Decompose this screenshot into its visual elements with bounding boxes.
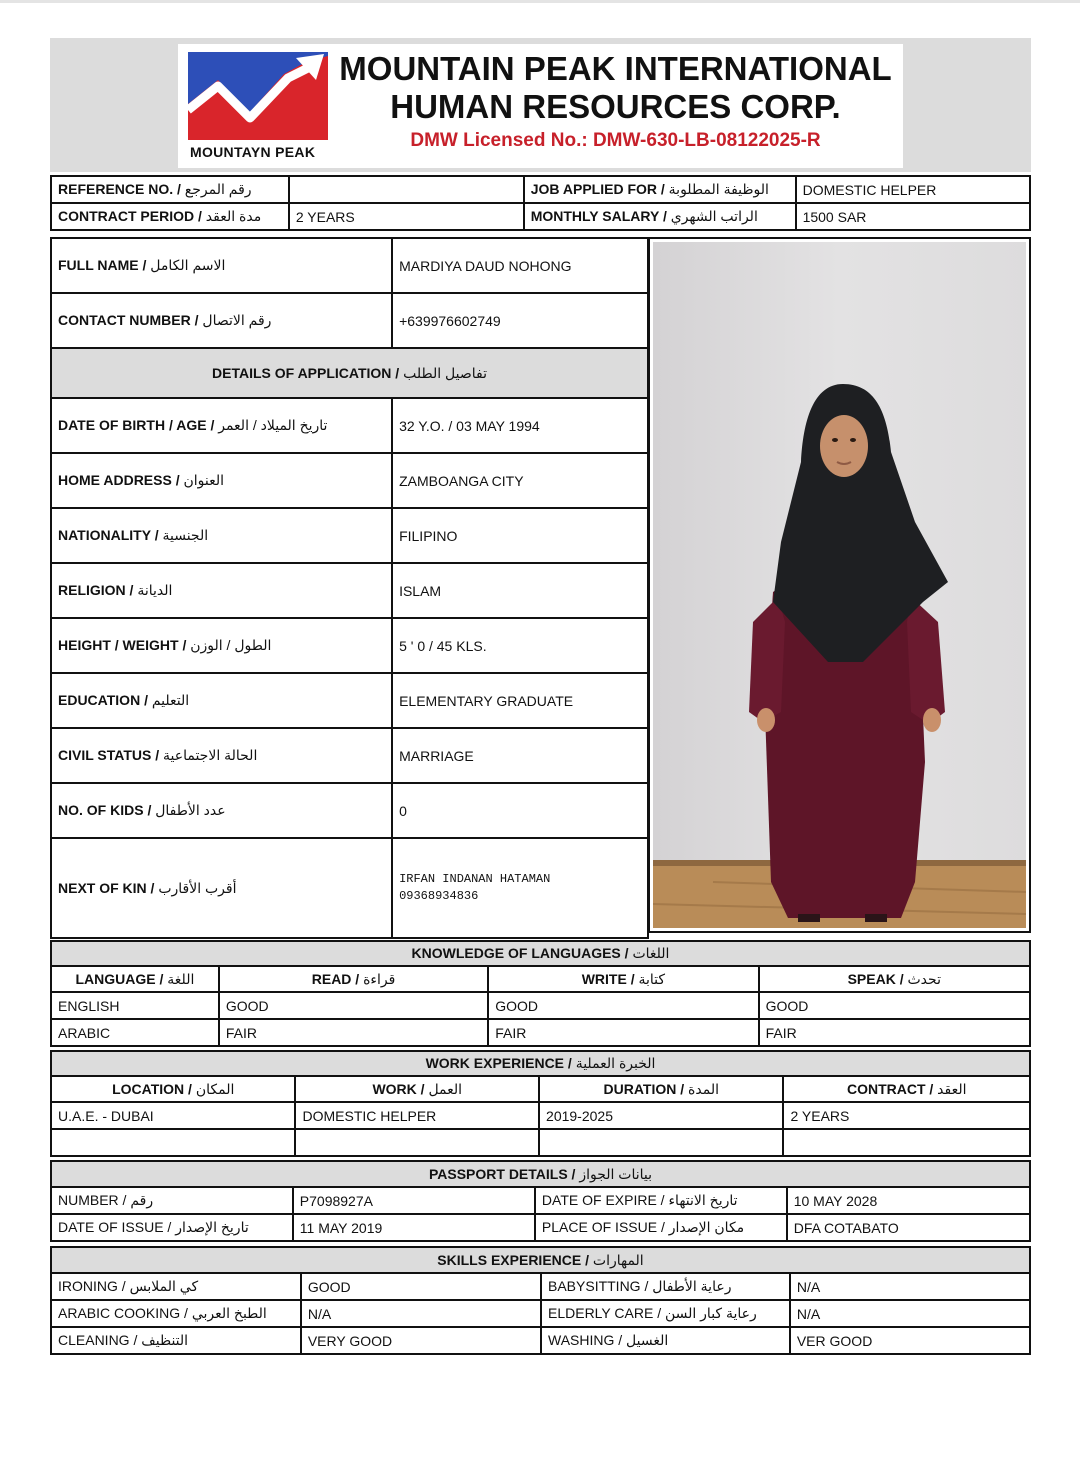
issue-date-value: 11 MAY 2019	[293, 1214, 535, 1241]
skill-value: VERY GOOD	[301, 1327, 541, 1354]
passport-header: PASSPORT DETAILS / بيانات الجواز	[51, 1161, 1030, 1187]
address-label: HOME ADDRESS / العنوان	[51, 453, 392, 508]
top-info-table	[50, 175, 1031, 231]
passport-number-label: NUMBER / رقم	[51, 1187, 293, 1214]
civil-status-value: MARRIAGE	[392, 728, 648, 783]
education-label: EDUCATION / التعليم	[51, 673, 392, 728]
company-banner	[178, 44, 903, 168]
contact-value: +639976602749	[392, 293, 648, 348]
table-row	[51, 1300, 1030, 1327]
skill-label: BABYSITTING / رعاية الأطفال	[541, 1273, 790, 1300]
table-row	[51, 1102, 1030, 1129]
place-of-issue-value: DFA COTABATO	[787, 1214, 1030, 1241]
work-duration	[539, 1129, 783, 1156]
reference-value	[289, 176, 524, 203]
read-level: GOOD	[219, 992, 488, 1019]
nationality-label: NATIONALITY / الجنسية	[51, 508, 392, 563]
religion-label: RELIGION / الديانة	[51, 563, 392, 618]
col-language: LANGUAGE / اللغة	[51, 966, 219, 992]
table-row	[51, 1129, 1030, 1156]
issue-date-label: DATE OF ISSUE / تاريخ الإصدار	[51, 1214, 293, 1241]
religion-value: ISLAM	[392, 563, 648, 618]
expire-label: DATE OF EXPIRE / تاريخ الانتهاء	[535, 1187, 787, 1214]
languages-header: KNOWLEDGE OF LANGUAGES / اللغات	[51, 941, 1030, 966]
header	[50, 38, 1031, 172]
contract-value: 2 YEARS	[289, 203, 524, 230]
address-value: ZAMBOANGA CITY	[392, 453, 648, 508]
work-experience-table	[50, 1050, 1031, 1157]
mountain-peak-logo-icon	[188, 52, 328, 140]
work-contract: 2 YEARS	[783, 1102, 1030, 1129]
languages-table	[50, 940, 1031, 1047]
col-write: WRITE / كتابة	[488, 966, 758, 992]
salary-value: 1500 SAR	[796, 203, 1030, 230]
skill-value: N/A	[790, 1273, 1030, 1300]
skills-table	[50, 1246, 1031, 1355]
col-speak: SPEAK / تحدث	[759, 966, 1030, 992]
speak-level: FAIR	[759, 1019, 1030, 1046]
height-weight-label: HEIGHT / WEIGHT / الطول / الوزن	[51, 618, 392, 673]
contract-label-cell: CONTRACT PERIOD / مدة العقد	[51, 203, 289, 230]
skill-value: N/A	[790, 1300, 1030, 1327]
page-top-rule	[0, 0, 1080, 3]
dob-value: 32 Y.O. / 03 MAY 1994	[392, 398, 648, 453]
table-row	[51, 1327, 1030, 1354]
expire-value: 10 MAY 2028	[787, 1187, 1030, 1214]
applicant-photo-frame	[648, 237, 1031, 933]
company-name-line2: HUMAN RESOURCES CORP.	[390, 88, 841, 125]
work-type: DOMESTIC HELPER	[295, 1102, 539, 1129]
company-name-line1: MOUNTAIN PEAK INTERNATIONAL	[339, 50, 892, 87]
skill-label: CLEANING / التنظيف	[51, 1327, 301, 1354]
col-duration: DURATION / المدة	[539, 1076, 783, 1102]
language-name: ENGLISH	[51, 992, 219, 1019]
salary-label-cell: MONTHLY SALARY / الراتب الشهري	[524, 203, 796, 230]
education-value: ELEMENTARY GRADUATE	[392, 673, 648, 728]
work-duration: 2019-2025	[539, 1102, 783, 1129]
logo-text: MOUNTAYN PEAK	[190, 144, 316, 160]
applicant-photo	[653, 242, 1026, 928]
height-weight-value: 5 ' 0 / 45 KLS.	[392, 618, 648, 673]
kin-name: IRFAN INDANAN HATAMAN	[399, 872, 551, 886]
kids-value: 0	[392, 783, 648, 838]
work-experience-header: WORK EXPERIENCE / الخبرة العملية	[51, 1051, 1030, 1076]
passport-number-value: P7098927A	[293, 1187, 535, 1214]
skill-label: ELDERLY CARE / رعاية كبار السن	[541, 1300, 790, 1327]
skills-header: SKILLS EXPERIENCE / المهارات	[51, 1247, 1030, 1273]
kids-label: NO. OF KIDS / عدد الأطفال	[51, 783, 392, 838]
details-of-application-header: DETAILS OF APPLICATION / تفاصيل الطلب	[51, 348, 648, 398]
speak-level: GOOD	[759, 992, 1030, 1019]
col-read: READ / قراءة	[219, 966, 488, 992]
work-location: U.A.E. - DUBAI	[51, 1102, 295, 1129]
reference-label-cell: REFERENCE NO. / رقم المرجع	[51, 176, 289, 203]
work-type	[295, 1129, 539, 1156]
col-location: LOCATION / المكان	[51, 1076, 295, 1102]
table-row	[51, 1019, 1030, 1046]
skill-label: IRONING / كي الملابس	[51, 1273, 301, 1300]
table-row	[51, 1273, 1030, 1300]
table-row	[51, 992, 1030, 1019]
civil-status-label: CIVIL STATUS / الحالة الاجتماعية	[51, 728, 392, 783]
full-name-label: FULL NAME / الاسم الكامل	[51, 238, 392, 293]
full-name-value: MARDIYA DAUD NOHONG	[392, 238, 648, 293]
personal-details-table	[50, 237, 649, 939]
license-number: DMW Licensed No.: DMW-630-LB-08122025-R	[410, 130, 821, 151]
skill-label: WASHING / الغسيل	[541, 1327, 790, 1354]
skill-value: VER GOOD	[790, 1327, 1030, 1354]
kin-phone: 09368934836	[399, 889, 479, 903]
skill-label: ARABIC COOKING / الطبخ العربي	[51, 1300, 301, 1327]
place-of-issue-label: PLACE OF ISSUE / مكان الإصدار	[535, 1214, 787, 1241]
nationality-value: FILIPINO	[392, 508, 648, 563]
job-label-cell: JOB APPLIED FOR / الوظيفة المطلوبة	[524, 176, 796, 203]
next-of-kin-label: NEXT OF KIN / أقرب الأقارب	[51, 838, 392, 938]
read-level: FAIR	[219, 1019, 488, 1046]
write-level: GOOD	[488, 992, 758, 1019]
language-name: ARABIC	[51, 1019, 219, 1046]
write-level: FAIR	[488, 1019, 758, 1046]
passport-table	[50, 1160, 1031, 1242]
contact-label: CONTACT NUMBER / رقم الاتصال	[51, 293, 392, 348]
dob-label: DATE OF BIRTH / AGE / تاريخ الميلاد / العمر	[51, 398, 392, 453]
skill-value: N/A	[301, 1300, 541, 1327]
work-location	[51, 1129, 295, 1156]
col-contract: CONTRACT / العقد	[783, 1076, 1030, 1102]
job-value: DOMESTIC HELPER	[796, 176, 1030, 203]
col-work: WORK / العمل	[295, 1076, 539, 1102]
skill-value: GOOD	[301, 1273, 541, 1300]
work-contract	[783, 1129, 1030, 1156]
next-of-kin-value	[392, 838, 648, 938]
